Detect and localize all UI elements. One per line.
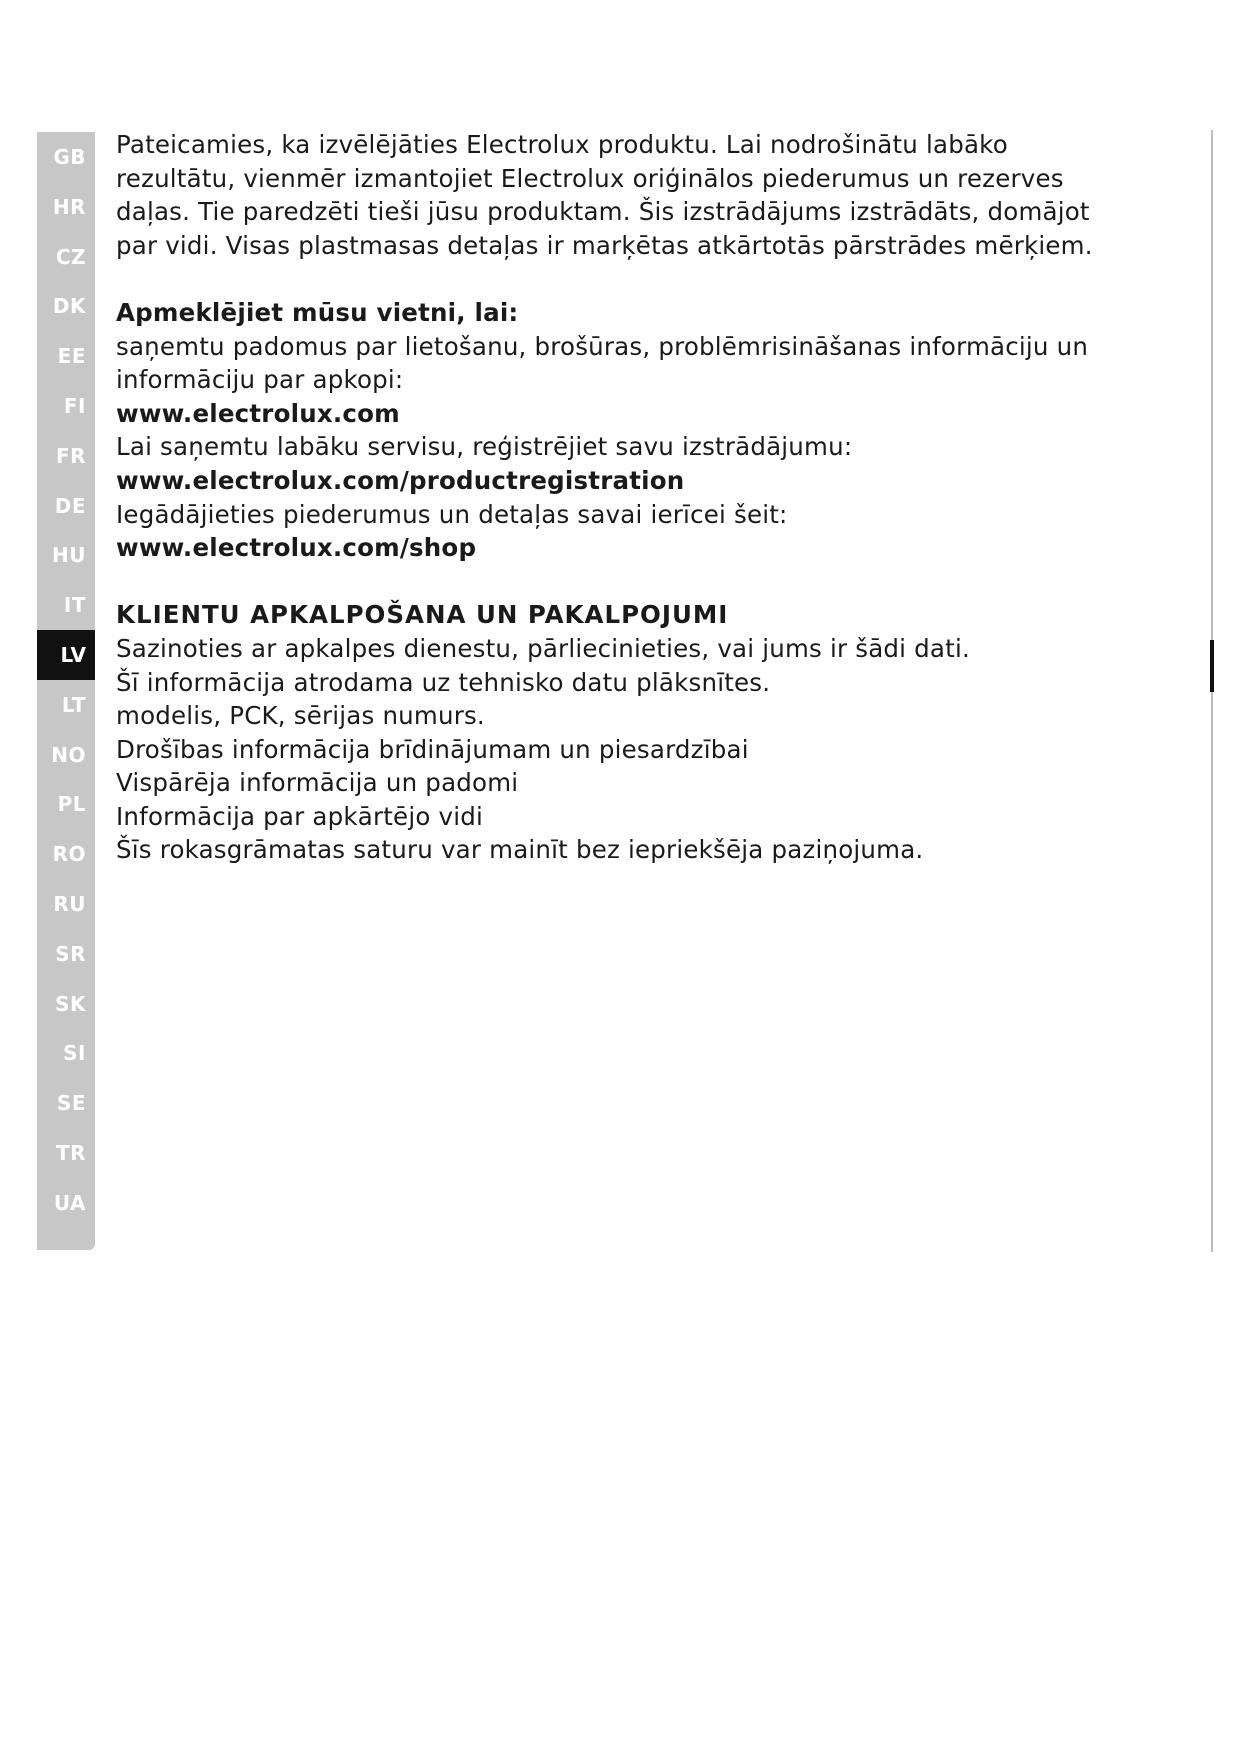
- intro-line: daļas. Tie paredzēti tieši jūsu produktam. Šis izstrādājums izstrādāts, domājot: [116, 197, 1090, 227]
- language-tab-sk[interactable]: SK: [55, 991, 86, 1016]
- language-tab-hr[interactable]: HR: [52, 194, 86, 219]
- language-tab-fi[interactable]: FI: [63, 394, 86, 418]
- intro-line: Pateicamies, ka izvēlējāties Electrolux produktu. Lai nodrošinātu labāko: [116, 130, 1008, 159]
- language-tab-ru[interactable]: RU: [53, 892, 86, 916]
- intro-line: rezultātu, vienmēr izmantojiet Electrolux oriģinālos piederumus un rezerves: [116, 163, 1064, 193]
- language-tab-gb[interactable]: GB: [53, 145, 86, 169]
- language-tab-si[interactable]: SI: [63, 1041, 86, 1066]
- visit-text: informāciju par apkopi:: [116, 365, 404, 395]
- visit-text: Iegādājieties piederumus un detaļas savai ierīcei šeit:: [116, 499, 788, 529]
- visit-section: [116, 296, 1196, 565]
- intro-line: par vidi. Visas plastmasas detaļas ir marķētas atkārtotās pārstrādes mērķiem.: [116, 230, 1093, 260]
- language-tab-se[interactable]: SE: [56, 1091, 86, 1116]
- language-tab-lv[interactable]: LV: [60, 643, 86, 667]
- spacer: [116, 262, 1196, 296]
- language-tab-it[interactable]: IT: [63, 593, 86, 618]
- language-tab-dk[interactable]: DK: [52, 294, 86, 319]
- spacer: [116, 565, 1196, 599]
- language-tab-fr[interactable]: FR: [55, 443, 86, 468]
- language-tab-ua[interactable]: UA: [53, 1190, 86, 1215]
- visit-heading: Apmeklējiet mūsu vietni, lai:: [116, 297, 519, 327]
- language-tab-sr[interactable]: SR: [55, 941, 86, 966]
- language-tab-ro[interactable]: RO: [52, 842, 86, 867]
- service-line: Šīs rokasgrāmatas saturu var mainīt bez iepriekšēja paziņojuma.: [116, 835, 924, 865]
- website-link[interactable]: www.electrolux.com: [116, 398, 400, 428]
- language-tab-lt[interactable]: LT: [61, 692, 86, 717]
- service-heading: KLIENTU APKALPOŠANA UN PAKALPOJUMI: [116, 600, 729, 630]
- service-line: Vispārēja informācija un padomi: [116, 768, 519, 798]
- language-tab-pl[interactable]: PL: [57, 792, 86, 817]
- service-line: Šī informācija atrodama uz tehnisko datu plāksnītes.: [116, 667, 771, 697]
- page-content: [116, 128, 1196, 867]
- language-tab-tr[interactable]: TR: [55, 1141, 86, 1165]
- product-registration-link[interactable]: www.electrolux.com/productregistration: [116, 465, 685, 495]
- service-line: modelis, PCK, sērijas numurs.: [116, 701, 485, 731]
- shop-link[interactable]: www.electrolux.com/shop: [116, 533, 477, 563]
- visit-text: saņemtu padomus par lietošanu, brošūras, problēmrisināšanas informāciju un: [116, 331, 1089, 361]
- service-line: Informācija par apkārtējo vidi: [116, 801, 483, 831]
- service-line: Drošības informācija brīdinājumam un piesardzībai: [116, 734, 749, 764]
- intro-section: [116, 128, 1196, 262]
- language-tab-hu[interactable]: HU: [52, 543, 86, 568]
- service-section: [116, 598, 1196, 867]
- language-tab-de[interactable]: DE: [54, 493, 86, 518]
- service-line: Sazinoties ar apkalpes dienestu, pārliecinieties, vai jums ir šādi dati.: [116, 633, 970, 663]
- right-margin-active-marker: [1210, 640, 1214, 692]
- language-tab-no[interactable]: NO: [51, 742, 86, 767]
- language-tab-ee[interactable]: EE: [57, 344, 86, 369]
- language-tab-cz[interactable]: CZ: [55, 244, 86, 269]
- visit-text: Lai saņemtu labāku servisu, reģistrējiet savu izstrādājumu:: [116, 432, 853, 462]
